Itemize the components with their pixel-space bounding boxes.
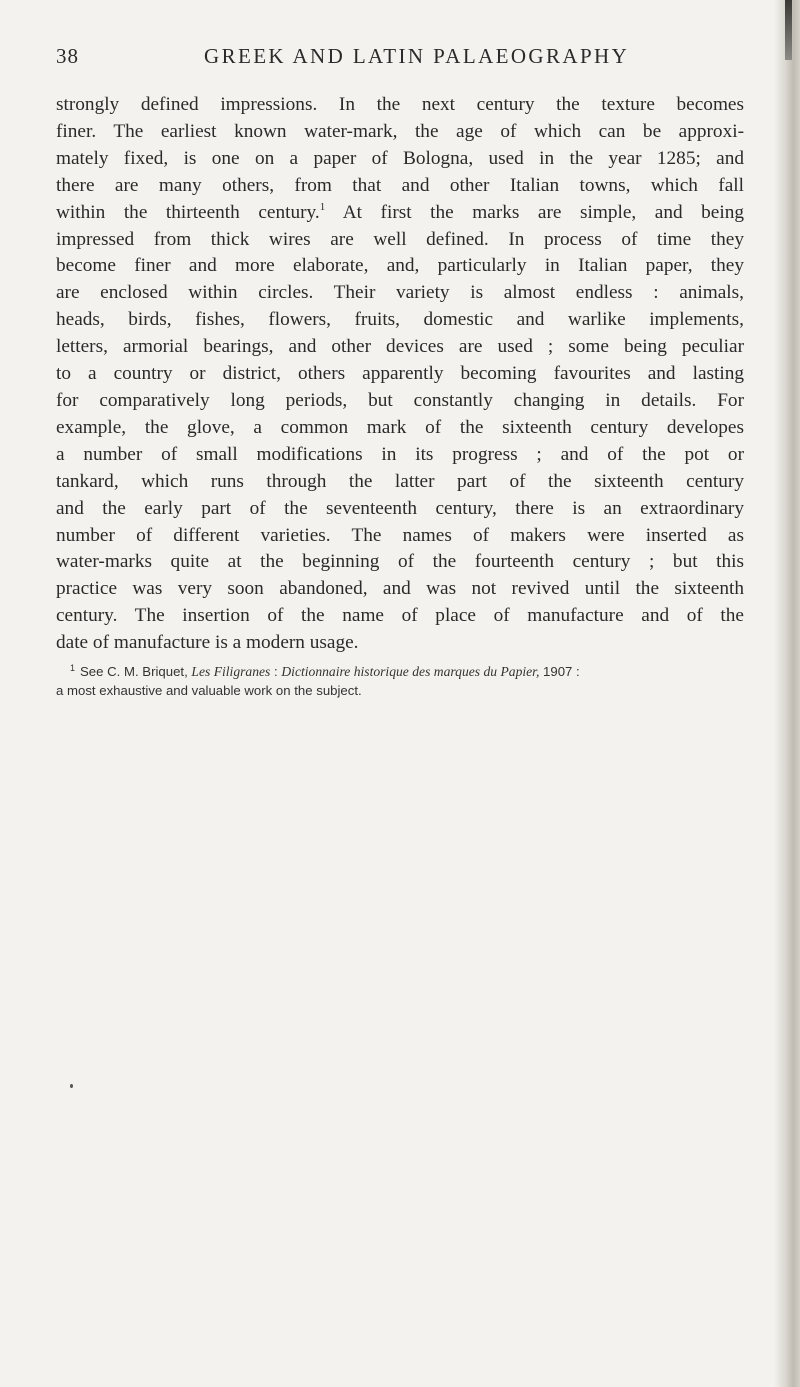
footnote-text: : (270, 664, 282, 679)
text-segment: At first the marks are simple, and being (325, 201, 745, 223)
footnote-mark: 1 (70, 663, 76, 673)
text-line: become finer and more elaborate, and, particularly in Italian paper, they (56, 255, 744, 277)
footnote-text: See C. M. Briquet, (80, 664, 192, 679)
running-head: GREEK AND LATIN PALAEOGRAPHY (204, 44, 630, 68)
text-line: a number of small modifications in its progress ; and of the pot or (56, 443, 744, 465)
text-line: water-marks quite at the beginning of the fourteenth century ; but this (56, 551, 744, 573)
text-line: are enclosed within circles. Their variety is almost endless : animals, (56, 282, 744, 304)
page-number: 38 (56, 44, 79, 68)
text-line: mately fixed, is one on a paper of Bologna, used in the year 1285; and (56, 147, 744, 169)
page-edge-shadow (774, 0, 800, 1387)
footnote-reference: 1 (319, 200, 326, 213)
text-line: date of manufacture is a modern usage. (56, 632, 359, 654)
text-segment: within the thirteenth century. (56, 201, 320, 223)
page-header (56, 44, 736, 74)
text-line: strongly defined impressions. In the next century the texture becomes (56, 94, 744, 115)
text-line: letters, armorial bearings, and other devices are used ; some being peculiar (56, 336, 744, 358)
text-line: century. The insertion of the name of place of manufacture and of the (56, 605, 744, 627)
ink-speck (70, 1084, 73, 1088)
text-line: to a country or district, others apparently becoming favourites and lasting (56, 363, 744, 385)
footnote-line: a most exhaustive and valuable work on the subject. (56, 683, 362, 698)
body-paragraph (56, 92, 744, 657)
text-line: number of different varieties. The names of makers were inserted as (56, 524, 744, 546)
text-line: heads, birds, fishes, flowers, fruits, domestic and warlike implements, (56, 309, 744, 331)
text-line: impressed from thick wires are well defined. In process of time they (56, 228, 744, 250)
text-line: there are many others, from that and other Italian towns, which fall (56, 174, 744, 196)
footnote-line (56, 659, 746, 681)
text-line: and the early part of the seventeenth century, there is an extraordinary (56, 497, 744, 519)
footnote (56, 659, 746, 700)
text-line: practice was very soon abandoned, and was not revived until the sixteenth (56, 578, 744, 600)
footnote-title: Dictionnaire historique des marques du Papier, (281, 664, 540, 679)
page-edge-mark (785, 0, 792, 60)
text-line-with-footnote (56, 200, 744, 227)
text-line: example, the glove, a common mark of the sixteenth century developes (56, 416, 744, 438)
text-line: for comparatively long periods, but constantly changing in details. For (56, 389, 744, 411)
text-line: tankard, which runs through the latter part of the sixteenth century (56, 470, 744, 492)
text-line: finer. The earliest known water-mark, the age of which can be approxi- (56, 120, 744, 142)
footnote-text: 1907 : (539, 664, 580, 679)
footnote-title: Les Filigranes (191, 664, 271, 679)
